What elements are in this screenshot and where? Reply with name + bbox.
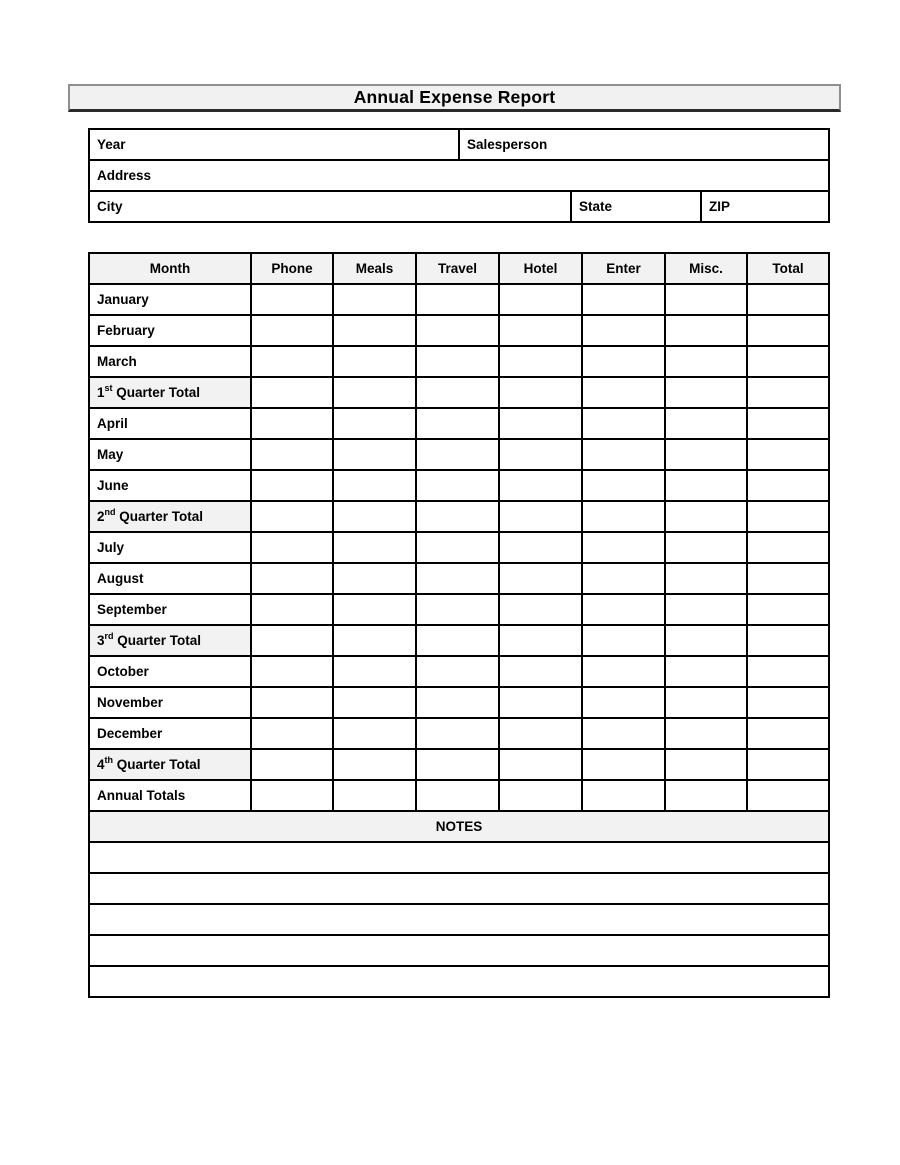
cell-q2-total-misc[interactable] (665, 501, 747, 532)
row-label-q3-total (89, 625, 251, 656)
cell-annual-totals-hotel[interactable] (499, 780, 582, 811)
info-row-city-state-zip (89, 191, 829, 222)
form-title-bar (68, 84, 841, 112)
cell-march-misc[interactable] (665, 346, 747, 377)
cell-july-phone[interactable] (251, 532, 333, 563)
header-month: Month (89, 253, 251, 284)
cell-may-travel[interactable] (416, 439, 499, 470)
cell-july-hotel[interactable] (499, 532, 582, 563)
cell-january-total[interactable] (747, 284, 829, 315)
cell-q4-total-total[interactable] (747, 749, 829, 780)
cell-november-meals[interactable] (333, 687, 416, 718)
notes-line-row-4 (89, 935, 829, 966)
row-label-february: February (89, 315, 251, 346)
cell-q4-total-travel[interactable] (416, 749, 499, 780)
salesperson-label: Salesperson (467, 137, 548, 152)
table-row-august (89, 563, 829, 594)
state-field[interactable] (571, 191, 701, 222)
cell-october-hotel[interactable] (499, 656, 582, 687)
quarter-number: 2 (97, 509, 105, 524)
row-label-march: March (89, 346, 251, 377)
notes-line-row-2 (89, 873, 829, 904)
city-label: City (97, 199, 123, 214)
cell-july-travel[interactable] (416, 532, 499, 563)
quarter-label-text: Quarter Total (113, 757, 201, 772)
header-travel: Travel (416, 253, 499, 284)
cell-q2-total-hotel[interactable] (499, 501, 582, 532)
cell-q1-total-enter[interactable] (582, 377, 665, 408)
cell-december-meals[interactable] (333, 718, 416, 749)
cell-july-enter[interactable] (582, 532, 665, 563)
ordinal-suffix: st (104, 382, 113, 393)
cell-december-phone[interactable] (251, 718, 333, 749)
cell-q1-total-meals[interactable] (333, 377, 416, 408)
cell-december-enter[interactable] (582, 718, 665, 749)
cell-q3-total-misc[interactable] (665, 625, 747, 656)
cell-may-misc[interactable] (665, 439, 747, 470)
notes-header: NOTES (89, 811, 829, 842)
cell-february-meals[interactable] (333, 315, 416, 346)
notes-line-4[interactable] (89, 935, 829, 966)
cell-q1-total-phone[interactable] (251, 377, 333, 408)
cell-q3-total-phone[interactable] (251, 625, 333, 656)
cell-november-hotel[interactable] (499, 687, 582, 718)
quarter-label-text: Quarter Total (115, 509, 204, 524)
cell-june-hotel[interactable] (499, 470, 582, 501)
cell-january-meals[interactable] (333, 284, 416, 315)
notes-line-row-3 (89, 904, 829, 935)
expense-table (88, 252, 830, 998)
quarter-label-text: Quarter Total (112, 385, 201, 400)
cell-november-phone[interactable] (251, 687, 333, 718)
state-label: State (579, 199, 613, 214)
cell-annual-totals-phone[interactable] (251, 780, 333, 811)
cell-december-hotel[interactable] (499, 718, 582, 749)
cell-q1-total-travel[interactable] (416, 377, 499, 408)
cell-april-travel[interactable] (416, 408, 499, 439)
cell-may-phone[interactable] (251, 439, 333, 470)
row-label-august: August (89, 563, 251, 594)
cell-january-travel[interactable] (416, 284, 499, 315)
cell-december-travel[interactable] (416, 718, 499, 749)
row-label-december: December (89, 718, 251, 749)
cell-october-enter[interactable] (582, 656, 665, 687)
ordinal-suffix: rd (104, 630, 114, 641)
cell-june-travel[interactable] (416, 470, 499, 501)
table-row-april (89, 408, 829, 439)
table-row-q3-total (89, 625, 829, 656)
cell-q2-total-enter[interactable] (582, 501, 665, 532)
header-meals: Meals (333, 253, 416, 284)
salesperson-field[interactable] (459, 129, 829, 160)
cell-november-total[interactable] (747, 687, 829, 718)
cell-september-misc[interactable] (665, 594, 747, 625)
cell-august-phone[interactable] (251, 563, 333, 594)
form-title: Annual Expense Report (353, 87, 556, 107)
cell-annual-totals-travel[interactable] (416, 780, 499, 811)
cell-may-total[interactable] (747, 439, 829, 470)
notes-line-1[interactable] (89, 842, 829, 873)
cell-q3-total-enter[interactable] (582, 625, 665, 656)
quarter-number: 1 (97, 385, 105, 400)
cell-july-meals[interactable] (333, 532, 416, 563)
table-row-q1-total (89, 377, 829, 408)
cell-september-total[interactable] (747, 594, 829, 625)
table-row-january (89, 284, 829, 315)
cell-april-hotel[interactable] (499, 408, 582, 439)
cell-december-misc[interactable] (665, 718, 747, 749)
cell-annual-totals-meals[interactable] (333, 780, 416, 811)
notes-line-5[interactable] (89, 966, 829, 997)
quarter-number: 4 (97, 757, 105, 772)
row-label-october: October (89, 656, 251, 687)
cell-march-travel[interactable] (416, 346, 499, 377)
cell-october-misc[interactable] (665, 656, 747, 687)
row-label-november: November (89, 687, 251, 718)
cell-august-total[interactable] (747, 563, 829, 594)
cell-november-enter[interactable] (582, 687, 665, 718)
info-row-year-salesperson (89, 129, 829, 160)
cell-may-meals[interactable] (333, 439, 416, 470)
cell-april-total[interactable] (747, 408, 829, 439)
cell-september-travel[interactable] (416, 594, 499, 625)
cell-october-meals[interactable] (333, 656, 416, 687)
row-label-september: September (89, 594, 251, 625)
cell-q2-total-meals[interactable] (333, 501, 416, 532)
cell-october-total[interactable] (747, 656, 829, 687)
cell-q2-total-travel[interactable] (416, 501, 499, 532)
cell-q4-total-meals[interactable] (333, 749, 416, 780)
cell-march-total[interactable] (747, 346, 829, 377)
cell-january-misc[interactable] (665, 284, 747, 315)
cell-september-phone[interactable] (251, 594, 333, 625)
cell-april-enter[interactable] (582, 408, 665, 439)
table-row-july (89, 532, 829, 563)
cell-october-phone[interactable] (251, 656, 333, 687)
cell-annual-totals-misc[interactable] (665, 780, 747, 811)
cell-november-misc[interactable] (665, 687, 747, 718)
cell-june-total[interactable] (747, 470, 829, 501)
cell-april-meals[interactable] (333, 408, 416, 439)
table-row-q2-total (89, 501, 829, 532)
cell-q2-total-total[interactable] (747, 501, 829, 532)
cell-q3-total-total[interactable] (747, 625, 829, 656)
header-misc: Misc. (665, 253, 747, 284)
city-field[interactable] (89, 191, 571, 222)
cell-march-hotel[interactable] (499, 346, 582, 377)
cell-may-enter[interactable] (582, 439, 665, 470)
address-label: Address (97, 168, 152, 183)
cell-july-total[interactable] (747, 532, 829, 563)
cell-november-travel[interactable] (416, 687, 499, 718)
table-row-june (89, 470, 829, 501)
cell-february-enter[interactable] (582, 315, 665, 346)
header-phone: Phone (251, 253, 333, 284)
cell-annual-totals-total[interactable] (747, 780, 829, 811)
table-row-may (89, 439, 829, 470)
row-label-annual-totals: Annual Totals (89, 780, 251, 811)
table-row-march (89, 346, 829, 377)
cell-december-total[interactable] (747, 718, 829, 749)
header-hotel: Hotel (499, 253, 582, 284)
table-row-december (89, 718, 829, 749)
cell-q3-total-hotel[interactable] (499, 625, 582, 656)
cell-august-enter[interactable] (582, 563, 665, 594)
cell-september-enter[interactable] (582, 594, 665, 625)
quarter-label-text: Quarter Total (113, 633, 202, 648)
cell-q1-total-misc[interactable] (665, 377, 747, 408)
cell-february-hotel[interactable] (499, 315, 582, 346)
cell-august-misc[interactable] (665, 563, 747, 594)
cell-february-phone[interactable] (251, 315, 333, 346)
zip-label: ZIP (709, 199, 731, 214)
quarter-number: 3 (97, 633, 105, 648)
expense-table-header-row (89, 253, 829, 284)
header-total: Total (747, 253, 829, 284)
cell-q4-total-enter[interactable] (582, 749, 665, 780)
cell-q2-total-phone[interactable] (251, 501, 333, 532)
year-field[interactable] (89, 129, 459, 160)
notes-line-3[interactable] (89, 904, 829, 935)
info-row-address (89, 160, 829, 191)
notes-line-2[interactable] (89, 873, 829, 904)
header-enter: Enter (582, 253, 665, 284)
cell-september-hotel[interactable] (499, 594, 582, 625)
cell-june-misc[interactable] (665, 470, 747, 501)
cell-august-travel[interactable] (416, 563, 499, 594)
table-row-september (89, 594, 829, 625)
cell-may-hotel[interactable] (499, 439, 582, 470)
ordinal-suffix: th (104, 754, 114, 765)
table-row-q4-total (89, 749, 829, 780)
cell-february-total[interactable] (747, 315, 829, 346)
table-row-october (89, 656, 829, 687)
cell-annual-totals-enter[interactable] (582, 780, 665, 811)
cell-march-enter[interactable] (582, 346, 665, 377)
cell-january-phone[interactable] (251, 284, 333, 315)
row-label-july: July (89, 532, 251, 563)
row-label-q2-total (89, 501, 251, 532)
cell-february-misc[interactable] (665, 315, 747, 346)
notes-line-row-1 (89, 842, 829, 873)
cell-july-misc[interactable] (665, 532, 747, 563)
row-label-q4-total (89, 749, 251, 780)
cell-august-meals[interactable] (333, 563, 416, 594)
table-row-november (89, 687, 829, 718)
row-label-january: January (89, 284, 251, 315)
address-field[interactable] (89, 160, 829, 191)
row-label-may: May (89, 439, 251, 470)
cell-q1-total-total[interactable] (747, 377, 829, 408)
cell-june-enter[interactable] (582, 470, 665, 501)
cell-q3-total-travel[interactable] (416, 625, 499, 656)
cell-april-misc[interactable] (665, 408, 747, 439)
cell-january-enter[interactable] (582, 284, 665, 315)
year-label: Year (97, 137, 126, 152)
row-label-april: April (89, 408, 251, 439)
cell-q1-total-hotel[interactable] (499, 377, 582, 408)
cell-february-travel[interactable] (416, 315, 499, 346)
cell-march-meals[interactable] (333, 346, 416, 377)
cell-q3-total-meals[interactable] (333, 625, 416, 656)
table-row-annual-totals (89, 780, 829, 811)
expense-table-body (89, 284, 829, 997)
notes-header-row (89, 811, 829, 842)
cell-august-hotel[interactable] (499, 563, 582, 594)
table-row-february (89, 315, 829, 346)
cell-march-phone[interactable] (251, 346, 333, 377)
zip-field[interactable] (701, 191, 829, 222)
cell-april-phone[interactable] (251, 408, 333, 439)
cell-january-hotel[interactable] (499, 284, 582, 315)
info-table (88, 128, 830, 223)
cell-june-phone[interactable] (251, 470, 333, 501)
cell-q4-total-phone[interactable] (251, 749, 333, 780)
row-label-q1-total (89, 377, 251, 408)
cell-june-meals[interactable] (333, 470, 416, 501)
cell-september-meals[interactable] (333, 594, 416, 625)
cell-october-travel[interactable] (416, 656, 499, 687)
cell-q4-total-hotel[interactable] (499, 749, 582, 780)
row-label-june: June (89, 470, 251, 501)
notes-line-row-5 (89, 966, 829, 997)
cell-q4-total-misc[interactable] (665, 749, 747, 780)
ordinal-suffix: nd (104, 506, 116, 517)
